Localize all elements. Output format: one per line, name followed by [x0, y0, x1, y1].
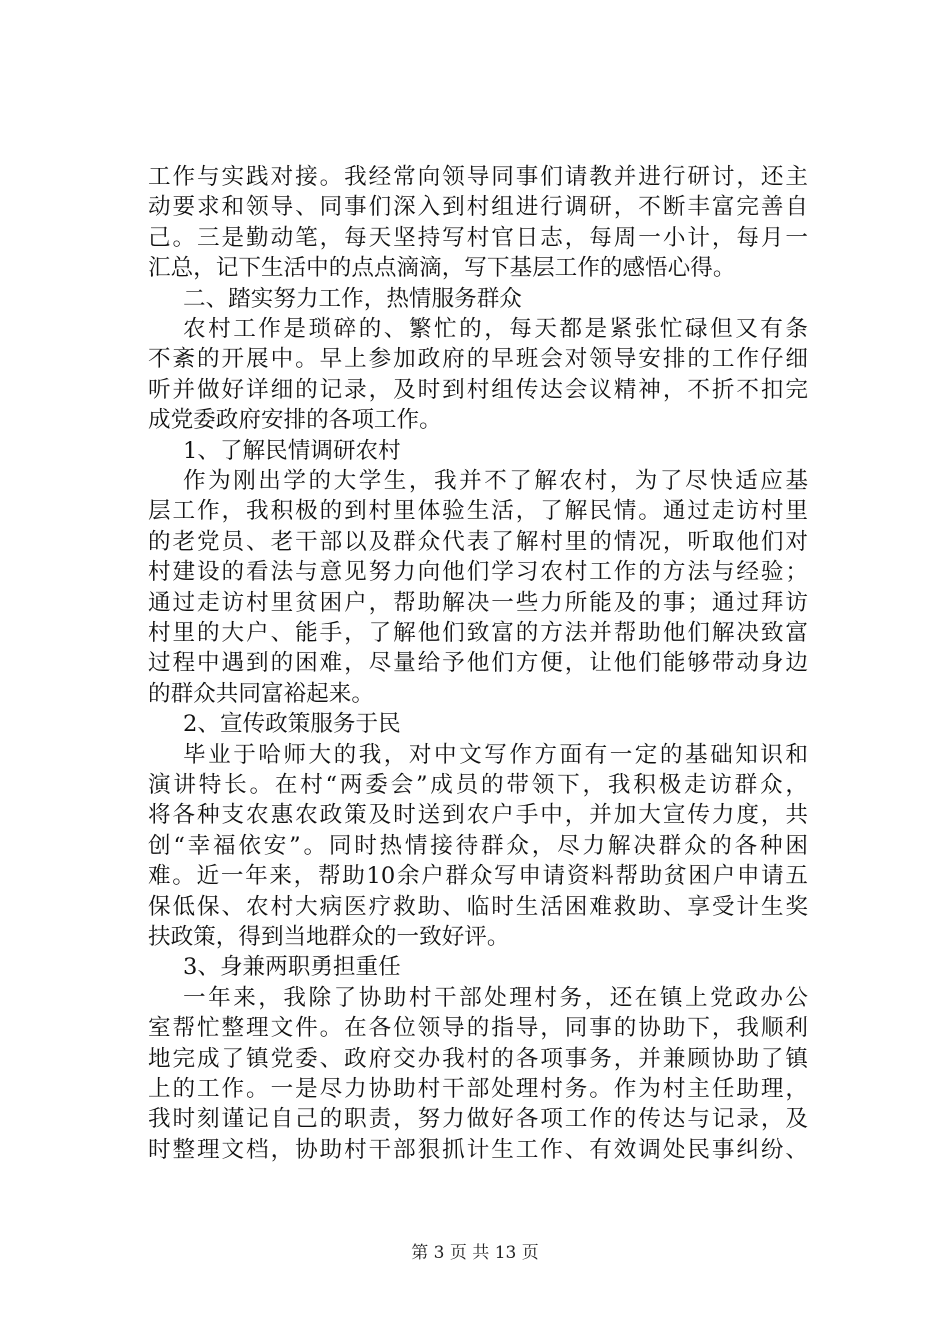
text-line: 听并做好详细的记录，及时到村组传达会议精神，不折不扣完: [148, 376, 808, 403]
text-line: 地完成了镇党委、政府交办我村的各项事务，并兼顾协助了镇: [148, 1045, 808, 1072]
text-line: 通过走访村里贫困户，帮助解决一些力所能及的事；通过拜访: [148, 589, 808, 616]
text-line: 保低保、农村大病医疗救助、临时生活困难救助、享受计生奖: [148, 893, 808, 920]
text-line: 扶政策，得到当地群众的一致好评。: [148, 924, 510, 950]
text-line: 汇总，记下生活中的点点滴滴，写下基层工作的感悟心得。: [148, 255, 736, 282]
text-line: 工作与实践对接。我经常向领导同事们请教并进行研讨，还主: [148, 164, 808, 190]
text-line: 不紊的开展中。早上参加政府的早班会对领导安排的工作仔细: [148, 346, 808, 373]
text-line: 过程中遇到的困难，尽量给予他们方便，让他们能够带动身边: [148, 650, 808, 677]
text-line: 室帮忙整理文件。在各位领导的指导，同事的协助下，我顺利: [148, 1015, 808, 1042]
text-line: 创“幸福依安”。同时热情接待群众，尽力解决群众的各种困: [148, 832, 808, 859]
subsection-heading: 2、宣传政策服务于民: [183, 711, 401, 738]
section-heading: 二、踏实努力工作，热情服务群众: [183, 285, 522, 312]
paragraph-first-line: 毕业于哈师大的我，对中文写作方面有一定的基础知识和: [183, 741, 808, 768]
text-line: 的群众共同富裕起来。: [148, 680, 374, 707]
text-line: 的老党员、老干部以及群众代表了解村里的情况，听取他们对: [148, 528, 808, 555]
text-line: 时整理文档，协助村干部狠抓计生工作、有效调处民事纠纷、: [148, 1136, 808, 1163]
text-line: 层工作，我积极的到村里体验生活，了解民情。通过走访村里: [148, 498, 808, 525]
paragraph-first-line: 一年来，我除了协助村干部处理村务，还在镇上党政办公: [183, 984, 808, 1011]
text-line: 上的工作。一是尽力协助村干部处理村务。作为村主任助理，: [148, 1076, 808, 1102]
paragraph-first-line: 作为刚出学的大学生，我并不了解农村，为了尽快适应基: [183, 468, 808, 494]
page-number-footer: 第 3 页 共 13 页: [411, 1243, 539, 1263]
text-line: 难。近一年来，帮助10余户群众写申请资料帮助贫困户申请五: [148, 863, 808, 890]
subsection-heading: 1、了解民情调研农村: [183, 437, 401, 464]
text-line: 演讲特长。在村“两委会”成员的带领下，我积极走访群众，: [148, 772, 808, 798]
text-line: 村里的大户、能手，了解他们致富的方法并帮助他们解决致富: [148, 620, 808, 646]
text-line: 村建设的看法与意见努力向他们学习农村工作的方法与经验；: [148, 559, 808, 586]
text-line: 成党委政府安排的各项工作。: [148, 407, 442, 434]
text-line: 己。三是勤动笔，每天坚持写村官日志，每周一小计，每月一: [148, 224, 808, 251]
text-line: 我时刻谨记自己的职责，努力做好各项工作的传达与记录，及: [148, 1106, 808, 1133]
subsection-heading: 3、身兼两职勇担重任: [183, 954, 401, 981]
paragraph-first-line: 农村工作是琐碎的、繁忙的，每天都是紧张忙碌但又有条: [183, 316, 808, 342]
text-line: 将各种支农惠农政策及时送到农户手中，并加大宣传力度，共: [148, 802, 808, 829]
text-line: 动要求和领导、同事们深入到村组进行调研，不断丰富完善自: [148, 194, 808, 221]
